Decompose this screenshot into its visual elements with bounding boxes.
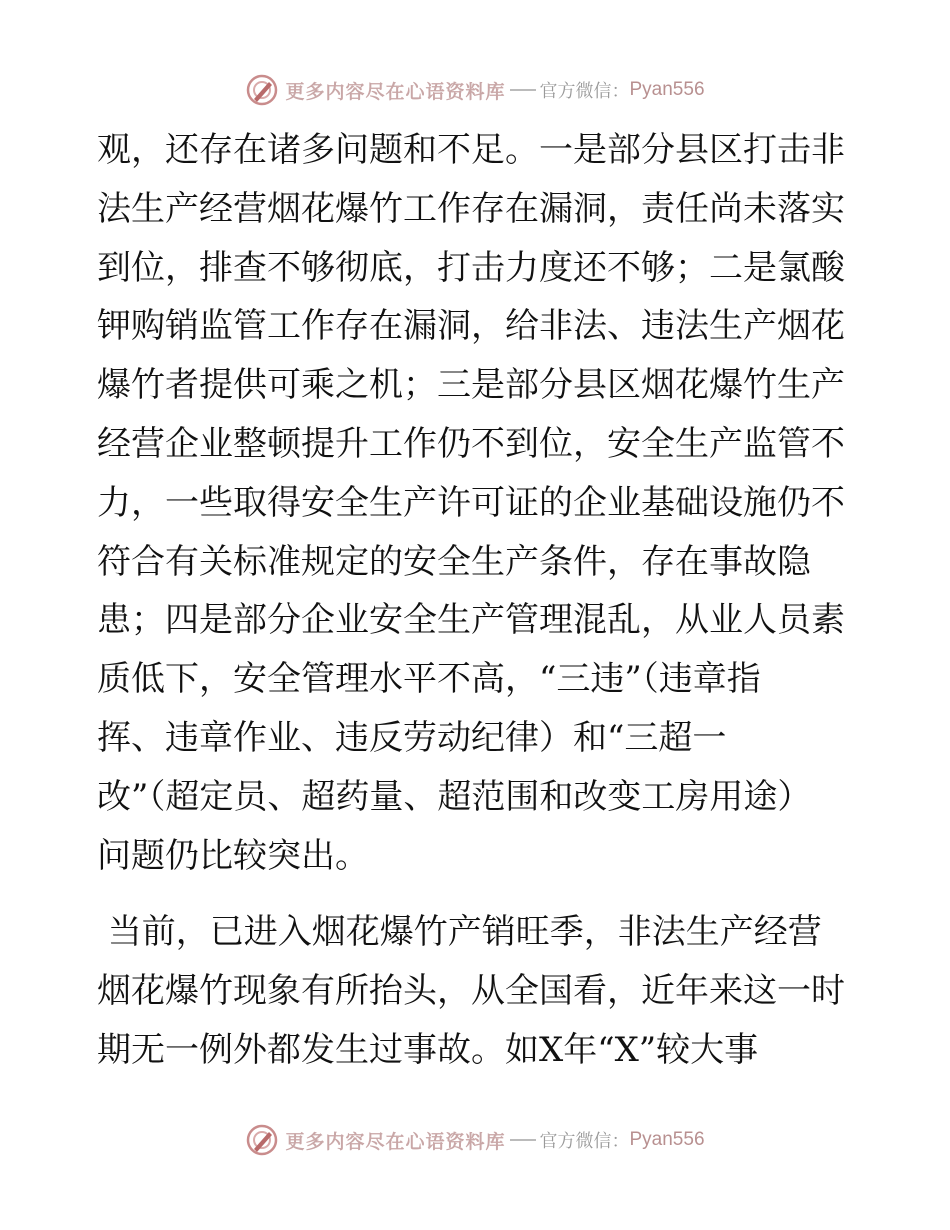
paragraph-2 [97,903,857,1079]
header-watermark [0,70,950,110]
text-line: 符合有关标准规定的安全生产条件，存在事故隐 [97,541,811,582]
text-line: 到位，排查不够彻底，打击力度还不够；二是氯酸 [97,247,845,288]
paragraph-1 [97,121,857,885]
header-wechat-id: Pyan556 [629,79,705,100]
text-line: 患；四是部分企业安全生产管理混乱，从业人员素 [97,600,845,641]
text-line: 当前，已进入烟花爆竹产销旺季，非法生产经营 [97,912,822,953]
text-line: 经营企业整顿提升工作仍不到位，安全生产监管不 [97,423,845,464]
text-line: 挥、违章作业、违反劳动纪律）和“三超一 [97,717,727,758]
footer-wechat-id: Pyan556 [629,1129,705,1150]
text-line: 观，还存在诸多问题和不足。一是部分县区打击非 [97,130,845,170]
text-line: 力，一些取得安全生产许可证的企业基础设施仍不 [97,482,845,523]
text-line: 烟花爆竹现象有所抬头，从全国看，近年来这一时 [97,971,845,1012]
text-line: 爆竹者提供可乘之机；三是部分县区烟花爆竹生产 [97,365,845,406]
footer-separator [510,1139,536,1141]
footer-wechat-label: 官方微信： [539,1131,630,1152]
text-line: 质低下，安全管理水平不高，“三违”（违章指 [97,659,761,700]
document-body [97,121,857,1080]
footer-watermark [0,1120,950,1160]
text-line: 改”（超定员、超药量、超范围和改变工房用途） [97,776,812,817]
paragraph-gap [97,885,857,903]
header-separator [510,89,536,91]
text-line: 问题仍比较突出。 [97,835,369,876]
text-line: 期无一例外都发生过事故。如X年“X”较大事 [97,1029,759,1070]
brand-logo-icon [245,1123,279,1157]
brand-logo-icon [245,73,279,107]
text-line: 法生产经营烟花爆竹工作存在漏洞，责任尚未落实 [97,188,845,229]
header-brand-text: 更多内容尽在心语资料库 [285,80,506,103]
header-wechat-label: 官方微信： [539,81,630,102]
footer-brand-text: 更多内容尽在心语资料库 [285,1130,506,1153]
text-line: 钾购销监管工作存在漏洞，给非法、违法生产烟花 [97,306,845,347]
